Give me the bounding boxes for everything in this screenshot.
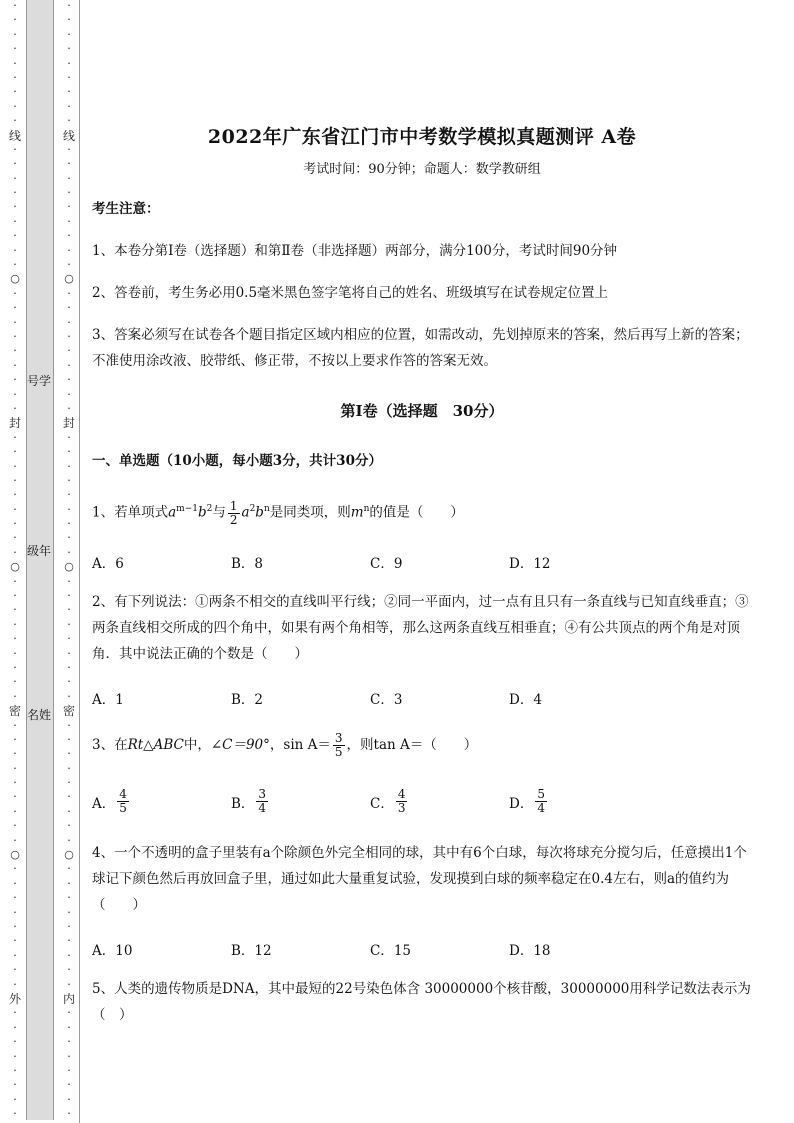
option-c[interactable]: C．9 bbox=[370, 556, 403, 572]
seal-dot: · bbox=[13, 1006, 17, 1020]
seal-dot: · bbox=[13, 1020, 17, 1034]
seal-dot: · bbox=[67, 776, 71, 790]
seal-dot: · bbox=[67, 646, 71, 660]
option-d[interactable]: D．4 bbox=[509, 692, 542, 708]
seal-dot: · bbox=[67, 13, 71, 27]
seal-dot: · bbox=[67, 718, 71, 732]
seal-dot: · bbox=[13, 862, 17, 876]
seal-dot: · bbox=[67, 243, 71, 257]
question-4: 4、一个不透明的盒子里装有a个除颜色外完全相同的球，其中有6个白球，每次将球充分搅匀后，任意摸出1个球记下颜色然后再放回盒子里，通过如此大量重复试验，发现摸到白球的频率稳定在0.4左右，则a的值约为（ ） bbox=[92, 845, 747, 913]
seal-dot: · bbox=[67, 603, 71, 617]
seal-dot: · bbox=[67, 473, 71, 487]
seal-dot: · bbox=[67, 99, 71, 113]
seal-dot: · bbox=[67, 459, 71, 473]
seal-dot: · bbox=[13, 286, 17, 300]
seal-dot: · bbox=[67, 660, 71, 674]
question-4-options bbox=[92, 939, 692, 959]
binding-line bbox=[79, 0, 80, 1123]
seal-dot: · bbox=[13, 632, 17, 646]
exam-subtitle: 考试时间：90分钟；命题人：数学教研组 bbox=[303, 162, 541, 177]
seal-dot: · bbox=[13, 819, 17, 833]
question-5: 5、人类的遗传物质是DNA，其中最短的22号染色体含 30000000个核苷酸，30000000用科学记数法表示为（ ） bbox=[92, 981, 751, 1023]
page-title: 2022年广东省江门市中考数学模拟真题测评 A卷 bbox=[207, 126, 637, 148]
seal-dot: · bbox=[13, 574, 17, 588]
seal-dot: · bbox=[13, 344, 17, 358]
seal-circle: ○ bbox=[10, 272, 20, 286]
option-b[interactable]: B．2 bbox=[231, 692, 264, 708]
seal-dot: · bbox=[67, 790, 71, 804]
seal-dot: · bbox=[13, 790, 17, 804]
seal-dot: · bbox=[67, 1092, 71, 1106]
seal-dot: · bbox=[13, 905, 17, 919]
seal-dot: · bbox=[67, 488, 71, 502]
seal-dot: · bbox=[13, 13, 17, 27]
fraction: $\frac{1}{2}$ bbox=[229, 498, 238, 527]
seal-dot: · bbox=[67, 531, 71, 545]
seal-dot: · bbox=[13, 948, 17, 962]
question-3: 3、在Rt△ABC中，∠C＝90°，sin A＝ $\frac{3}{5}$ ，则tan A＝（ ） bbox=[92, 731, 478, 759]
student-number-label: 号学 bbox=[26, 374, 51, 388]
option-c[interactable]: C．15 bbox=[370, 943, 412, 959]
seal-mark: 封 bbox=[62, 416, 75, 431]
option-b[interactable]: B．8 bbox=[231, 556, 264, 572]
seal-dot: · bbox=[67, 387, 71, 401]
option-c[interactable]: C．3 bbox=[370, 692, 403, 708]
seal-dot: · bbox=[13, 689, 17, 703]
seal-dot: · bbox=[67, 214, 71, 228]
seal-dot: · bbox=[13, 459, 17, 473]
seal-dot: · bbox=[13, 358, 17, 372]
seal-dot: · bbox=[67, 401, 71, 415]
seal-dot: · bbox=[67, 85, 71, 99]
seal-dot: · bbox=[67, 0, 71, 12]
seal-dot: · bbox=[67, 862, 71, 876]
seal-dot: · bbox=[67, 258, 71, 272]
seal-dot: · bbox=[67, 977, 71, 991]
option-d[interactable]: D．18 bbox=[509, 943, 551, 959]
section-heading: 一、单选题（10小题，每小题3分，共计30分） bbox=[92, 453, 382, 469]
seal-dot: · bbox=[13, 301, 17, 315]
seal-dot: · bbox=[13, 934, 17, 948]
seal-dot: · bbox=[67, 1006, 71, 1020]
seal-dot: · bbox=[13, 891, 17, 905]
seal-dot: · bbox=[13, 761, 17, 775]
seal-dot: · bbox=[67, 171, 71, 185]
seal-dot: · bbox=[67, 286, 71, 300]
seal-dot: · bbox=[13, 200, 17, 214]
seal-dot: · bbox=[13, 401, 17, 415]
seal-dot: · bbox=[13, 732, 17, 746]
seal-dot: · bbox=[13, 1092, 17, 1106]
seal-dot: · bbox=[67, 358, 71, 372]
seal-dot: · bbox=[67, 1035, 71, 1049]
seal-dot: · bbox=[67, 819, 71, 833]
seal-dot: · bbox=[67, 1078, 71, 1092]
seal-dot: · bbox=[13, 1078, 17, 1092]
seal-dot: · bbox=[67, 963, 71, 977]
seal-dot: · bbox=[67, 876, 71, 890]
seal-dot: · bbox=[67, 142, 71, 156]
option-b[interactable]: B． $\frac{3}{4}$ bbox=[231, 787, 267, 815]
seal-dot: · bbox=[67, 891, 71, 905]
seal-dot: · bbox=[67, 1020, 71, 1034]
seal-dot: · bbox=[13, 1063, 17, 1077]
seal-dot: · bbox=[13, 157, 17, 171]
seal-dot: · bbox=[13, 660, 17, 674]
seal-dot: · bbox=[67, 617, 71, 631]
seal-dot: · bbox=[67, 905, 71, 919]
seal-dot: · bbox=[67, 502, 71, 516]
seal-dot: · bbox=[67, 732, 71, 746]
seal-dot: · bbox=[13, 876, 17, 890]
seal-dot: · bbox=[67, 747, 71, 761]
option-d[interactable]: D．12 bbox=[509, 556, 551, 572]
seal-dot: · bbox=[67, 517, 71, 531]
outer-seal-dots bbox=[8, 0, 22, 1123]
seal-circle: ○ bbox=[64, 848, 74, 862]
seal-dot: · bbox=[13, 589, 17, 603]
seal-dot: · bbox=[67, 315, 71, 329]
seal-dot: · bbox=[67, 344, 71, 358]
seal-dot: · bbox=[67, 1063, 71, 1077]
seal-dot: · bbox=[13, 776, 17, 790]
seal-dot: · bbox=[67, 675, 71, 689]
seal-dot: · bbox=[67, 329, 71, 343]
seal-dot: · bbox=[67, 56, 71, 70]
seal-dot: · bbox=[67, 934, 71, 948]
seal-dot: · bbox=[67, 373, 71, 387]
option-a[interactable]: A．6 bbox=[92, 556, 124, 572]
option-a[interactable]: A． $\frac{4}{5}$ bbox=[92, 787, 127, 815]
seal-dot: · bbox=[13, 603, 17, 617]
seal-dot: · bbox=[67, 200, 71, 214]
seal-dot: · bbox=[67, 589, 71, 603]
grade-label: 级年 bbox=[26, 544, 51, 558]
question-1-options bbox=[92, 552, 692, 572]
seal-dot: · bbox=[13, 646, 17, 660]
seal-dot: · bbox=[13, 531, 17, 545]
notice-item: 1、本卷分第I卷（选择题）和第Ⅱ卷（非选择题）两部分，满分100分，考试时间90分钟 bbox=[92, 243, 618, 259]
seal-circle: ○ bbox=[10, 848, 20, 862]
option-b[interactable]: B．12 bbox=[231, 943, 272, 959]
option-c[interactable]: C． $\frac{4}{3}$ bbox=[370, 787, 406, 815]
seal-dot: · bbox=[13, 920, 17, 933]
seal-dot: · bbox=[13, 85, 17, 99]
seal-mark: 密 bbox=[62, 704, 75, 719]
seal-dot: · bbox=[13, 387, 17, 401]
seal-dot: · bbox=[67, 574, 71, 588]
notice-item: 3、答案必须写在试卷各个题目指定区域内相应的位置，如需改动，先划掉原来的答案，然后再写上新的答案；不准使用涂改液、胶带纸、修正带，不按以上要求作答的答案无效。 bbox=[92, 327, 749, 369]
seal-dot: · bbox=[13, 517, 17, 531]
notice-item: 2、答卷前，考生务必用0.5毫米黑色签字笔将自己的姓名、班级填写在试卷规定位置上 bbox=[92, 285, 609, 301]
seal-dot: · bbox=[13, 617, 17, 631]
seal-dot: · bbox=[67, 833, 71, 847]
seal-dot: · bbox=[67, 1107, 71, 1121]
seal-dot: · bbox=[67, 70, 71, 84]
seal-mark: 封 bbox=[8, 416, 21, 431]
seal-dot: · bbox=[67, 301, 71, 315]
seal-dot: · bbox=[67, 1049, 71, 1063]
seal-dot: · bbox=[13, 99, 17, 113]
seal-dot: · bbox=[67, 920, 71, 933]
seal-dot: · bbox=[67, 430, 71, 444]
option-d[interactable]: D． $\frac{5}{4}$ bbox=[509, 787, 545, 815]
seal-mark: 线 bbox=[62, 128, 75, 143]
seal-dot: · bbox=[67, 689, 71, 703]
seal-dot: · bbox=[13, 171, 17, 185]
seal-dot: · bbox=[13, 42, 17, 56]
seal-dot: · bbox=[13, 833, 17, 847]
seal-dot: · bbox=[67, 761, 71, 775]
seal-dot: · bbox=[13, 1107, 17, 1121]
seal-dot: · bbox=[67, 445, 71, 459]
question-1: 1、若单项式$a^{m-1}b^2$与 $\frac{1}{2}$ $a^2b^n$是同类项，则$m^n$的值是（ ） bbox=[92, 498, 464, 527]
option-a[interactable]: A．1 bbox=[92, 692, 124, 708]
seal-dot: · bbox=[67, 545, 71, 559]
seal-dot: · bbox=[13, 445, 17, 459]
question-2-options bbox=[92, 688, 692, 708]
notice-heading: 考生注意： bbox=[92, 201, 160, 217]
seal-circle: ○ bbox=[10, 560, 20, 574]
seal-dot: · bbox=[13, 27, 17, 41]
seal-circle: ○ bbox=[64, 560, 74, 574]
seal-dot: · bbox=[67, 42, 71, 56]
seal-dot: · bbox=[13, 186, 17, 200]
question-2: 2、有下列说法：①两条不相交的直线叫平行线；②同一平面内，过一点有且只有一条直线与已知直线垂直；③两条直线相交所成的四个角中，如果有两个角相等，那么这两条直线互相垂直；④有公共顶点的两个角是对顶角．其中说法正确的个数是（ ） bbox=[92, 594, 749, 662]
seal-mark: 线 bbox=[8, 128, 21, 143]
seal-dot: · bbox=[13, 258, 17, 272]
seal-dot: · bbox=[13, 473, 17, 487]
seal-dot: · bbox=[13, 502, 17, 516]
seal-dot: · bbox=[13, 243, 17, 257]
seal-dot: · bbox=[13, 718, 17, 732]
seal-dot: · bbox=[67, 632, 71, 646]
name-label: 名姓 bbox=[26, 708, 51, 722]
seal-dot: · bbox=[67, 186, 71, 200]
fraction: $\frac{3}{5}$ bbox=[334, 731, 343, 759]
seal-dot: · bbox=[13, 0, 17, 12]
seal-dot: · bbox=[13, 315, 17, 329]
seal-dot: · bbox=[67, 229, 71, 243]
seal-mark: 内 bbox=[62, 991, 75, 1006]
seal-dot: · bbox=[13, 545, 17, 559]
question-3-options bbox=[92, 788, 692, 815]
seal-dot: · bbox=[13, 373, 17, 387]
part-title: 第I卷（选择题 30分） bbox=[340, 402, 504, 420]
seal-dot: · bbox=[13, 1049, 17, 1063]
seal-dot: · bbox=[13, 56, 17, 70]
seal-circle: ○ bbox=[64, 272, 74, 286]
seal-dot: · bbox=[67, 948, 71, 962]
seal-dot: · bbox=[13, 142, 17, 156]
seal-dot: · bbox=[13, 804, 17, 818]
seal-dot: · bbox=[13, 963, 17, 977]
inner-seal-dots bbox=[62, 0, 76, 1123]
seal-dot: · bbox=[13, 329, 17, 343]
seal-dot: · bbox=[13, 70, 17, 84]
seal-dot: · bbox=[13, 977, 17, 991]
option-a[interactable]: A．10 bbox=[92, 943, 133, 959]
seal-dot: · bbox=[13, 675, 17, 689]
seal-mark: 外 bbox=[8, 991, 21, 1006]
seal-dot: · bbox=[13, 747, 17, 761]
seal-dot: · bbox=[13, 114, 17, 128]
seal-dot: · bbox=[13, 229, 17, 243]
seal-dot: · bbox=[67, 804, 71, 818]
seal-dot: · bbox=[13, 430, 17, 444]
seal-dot: · bbox=[67, 27, 71, 41]
seal-mark: 密 bbox=[8, 704, 21, 719]
seal-dot: · bbox=[67, 157, 71, 171]
seal-dot: · bbox=[67, 114, 71, 128]
seal-dot: · bbox=[13, 488, 17, 502]
seal-dot: · bbox=[13, 214, 17, 228]
seal-dot: · bbox=[13, 1035, 17, 1049]
